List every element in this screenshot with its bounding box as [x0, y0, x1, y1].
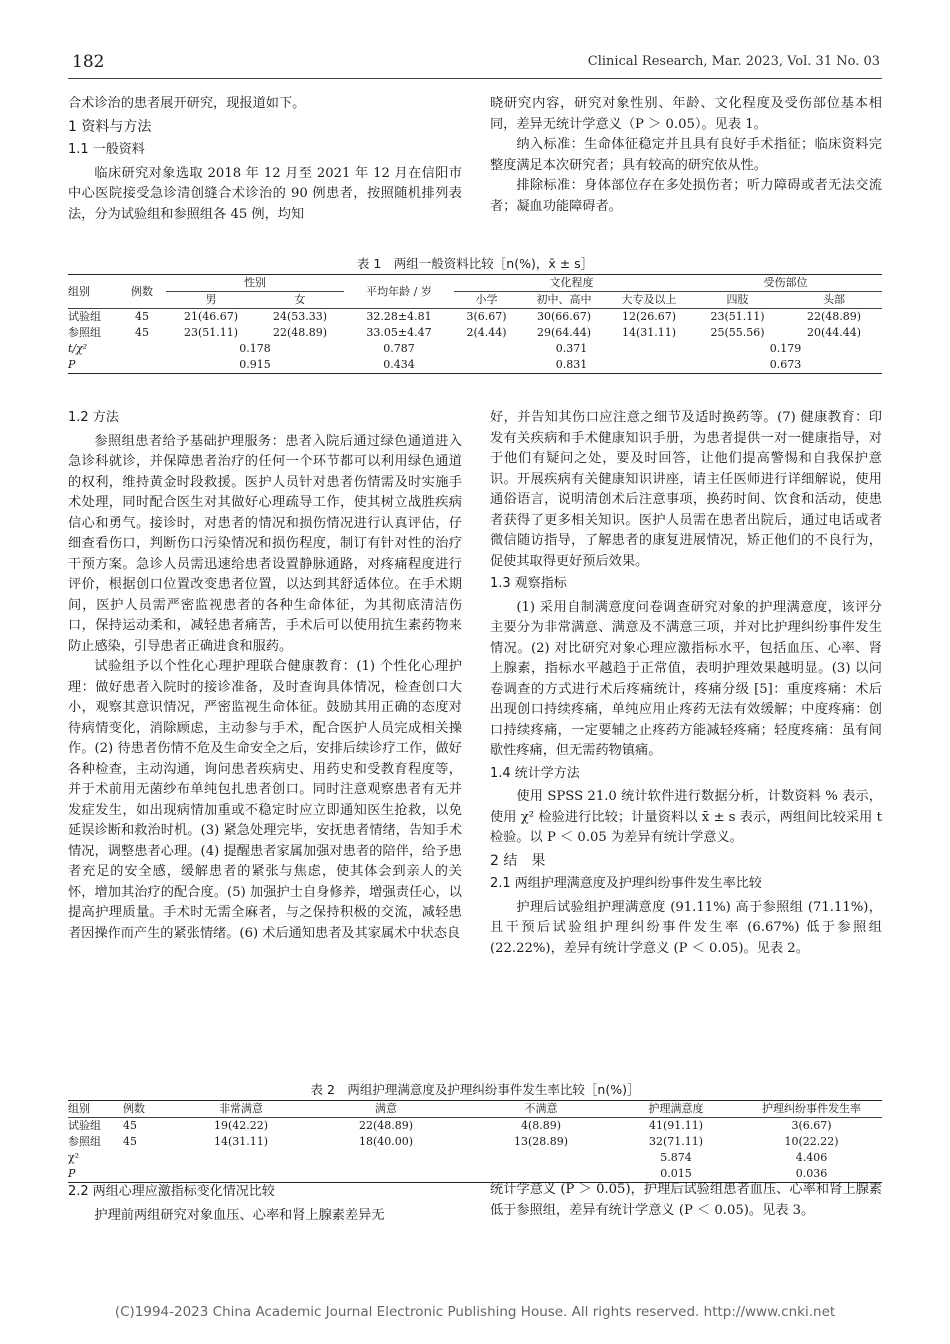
t1-header-sex: 性别: [166, 275, 344, 292]
t1-cell-age: 33.05±4.47: [366, 326, 432, 339]
t1-cell-female: 24(53.33): [272, 310, 328, 323]
table-row: [68, 309, 882, 326]
t1-cell-head: 20(44.44): [806, 326, 862, 339]
table-row: [68, 325, 882, 341]
journal-header: Clinical Research, Mar. 2023, Vol. 31 No. 03: [587, 54, 880, 69]
method-continued: 好，并告知其伤口应注意之细节及适时换药等。(7) 健康教育：印发有关疾病和手术健康知识手册，为患者提供一对一健康指导，对于他们有疑问之处，要及时回答，让他们提高警惕和自我保护意识。开展疾病有关健康知识讲座，请主任医师进行详细解说，使用通俗语言，说明清创术后注意事项，换药时间、饮食和活动，使患者获得了更多相关知识。医护人员需在患者出院后，通过电话或者微信随访指导，了解患者的康复进展情况，矫正他们的不良行为，促使其取得更好预后效果。: [490, 410, 882, 569]
t2-chi-label: χ²: [68, 1151, 80, 1164]
t1-header-college: 大专及以上: [621, 293, 677, 306]
table-1: [68, 274, 882, 374]
t1-header-head: 头部: [823, 293, 845, 306]
mid-right-column: [490, 408, 882, 959]
t2-header-satisfied: 满意: [375, 1102, 397, 1115]
t2-header-group: 组别: [68, 1102, 90, 1115]
t2-header-unsatisfied: 不满意: [524, 1102, 558, 1115]
section-2-2-title: 2.2 两组心理应激指标变化情况比较: [68, 1184, 275, 1199]
table-row: [68, 1134, 882, 1150]
t1-p-label: P: [68, 358, 76, 371]
section-1-1-paragraph: 临床研究对象选取 2018 年 12 月至 2021 年 12 月在信阳市中心医院接受急诊清创缝合术诊治的 90 例患者，按照随机排列表法，分为试验组和参照组各 45 例，均知: [68, 165, 462, 222]
t2-cell-very: 19(42.22): [213, 1119, 269, 1132]
section-1-2-title: 1.2 方法: [68, 410, 119, 425]
t1-header-group: 组别: [68, 284, 90, 298]
t2-p-rate: 0.015: [660, 1167, 692, 1180]
table-row: [68, 1118, 882, 1135]
t1-cell-limbs: 25(55.56): [710, 326, 765, 339]
t1-cell-group: 试验组: [68, 310, 101, 323]
t2-p-label: P: [68, 1167, 76, 1180]
t2-header-dispute-rate: 护理纠纷事件发生率: [762, 1102, 861, 1115]
t2-chi-rate: 5.874: [660, 1151, 692, 1164]
t1-cell-primary: 3(6.67): [466, 310, 507, 323]
table-2-caption: 表 2 两组护理满意度及护理纠纷事件发生率比较［n(%)］: [310, 1082, 640, 1097]
t1-cell-middle: 29(64.44): [536, 326, 592, 339]
t1-cell-n: 45: [135, 310, 149, 323]
t1-header-education: 文化程度: [454, 275, 689, 292]
top-right-column: [490, 94, 882, 217]
t1-header-limbs: 四肢: [726, 293, 749, 306]
t1-stat-age: 0.787: [383, 342, 415, 355]
t1-cell-male: 23(51.11): [183, 326, 239, 339]
mid-left-column: [68, 406, 462, 944]
t1-p-education: 0.831: [555, 358, 588, 371]
table-row: [68, 357, 882, 374]
table-2: [68, 1100, 882, 1183]
t2-chi-dispute: 4.406: [795, 1151, 828, 1164]
t2-cell-unsat: 4(8.89): [520, 1119, 562, 1132]
control-group-method: 参照组患者给予基础护理服务：患者入院后通过绿色通道进入急诊科就诊，并保障患者治疗的任何一个环节都可以利用绿色通道的权利，维持黄金时段救援。医护人员针对患者伤情需及时实施手术处理，同时配合医生对其做好心理疏导工作，使其树立战胜疾病信心和勇气。接诊时，对患者的情况和损伤情况进行认真评估，仔细查看伤口，判断伤口污染情况和损伤程度，制订有针对性的治疗干预方案。急诊人员需迅速给患者设置静脉通路，对疼痛程度进行评价，根据创口位置改变患者位置，以达到其舒适体位。在手术期间，医护人员需严密监视患者的各种生命体征，为其彻底清洁伤口，保持运动柔和，减轻患者痛苦，手术后可以使用抗生素药物来防止感染，引导患者正确进食和服药。: [68, 433, 462, 654]
t2-cell-n: 45: [123, 1119, 137, 1132]
t1-cell-college: 14(31.11): [621, 326, 677, 339]
t2-cell-n: 45: [123, 1135, 137, 1148]
t1-header-injury: 受伤部位: [689, 275, 882, 292]
section-2-title: 2 结 果: [490, 852, 546, 869]
t2-cell-sat: 22(48.89): [358, 1119, 414, 1132]
t1-p-sex: 0.915: [239, 358, 271, 371]
t1-cell-primary: 2(4.44): [466, 326, 507, 339]
copyright-footer: (C)1994-2023 China Academic Journal Electronic Publishing House. All rights reserved. http://www.cnki.net: [114, 1304, 836, 1320]
t1-cell-male: 21(46.67): [183, 310, 239, 323]
continued-paragraph: 晓研究内容，研究对象性别、年龄、文化程度及受伤部位基本相同，差异无统计学意义（P ＞ 0.05）。见表 1。: [490, 96, 882, 132]
t2-cell-unsat: 13(28.89): [513, 1135, 569, 1148]
bottom-left-column: [68, 1180, 462, 1226]
t1-header-middle: 初中、高中: [536, 293, 592, 306]
t2-cell-sat: 18(40.00): [358, 1135, 414, 1148]
t1-stat-injury: 0.179: [769, 342, 802, 355]
t2-cell-group: 试验组: [68, 1119, 101, 1132]
t1-stat-sex: 0.178: [239, 342, 271, 355]
t1-header-age: 平均年龄 / 岁: [366, 284, 432, 298]
section-2-1-title: 2.1 两组护理满意度及护理纠纷事件发生率比较: [490, 876, 762, 891]
section-1-4-title: 1.4 统计学方法: [490, 765, 580, 781]
t1-cell-female: 22(48.89): [272, 326, 328, 339]
t1-header-female: 女: [294, 293, 306, 306]
t1-cell-limbs: 23(51.11): [710, 310, 765, 323]
t1-p-age: 0.434: [383, 358, 415, 371]
t1-stat-education: 0.371: [555, 342, 588, 355]
t2-cell-very: 14(31.11): [213, 1135, 269, 1148]
t1-header-n: 例数: [131, 284, 153, 298]
trial-group-method: 试验组予以个性化心理护理联合健康教育：(1) 个性化心理护理：做好患者入院时的接诊准备，及时查询具体情况，检查创口大小，观察其意识情况，严密监视生命体征。鼓励其用正确的态度对待病情变化，消除顾虑，主动参与手术，配合医护人员完成相关操作。(2) 待患者伤情不危及生命安全之后，安排后续诊疗工作，做好各种检查，主动沟通，询问患者疾病史、用药史和受教育程度等，并于术前用无菌纱布单纯包扎患者创口。同时注意观察患者有无并发症发生，如出现病情加重或不稳定时应立即通知医生抢救，以免延误诊断和救治时机。(3) 紧急处理完毕，安抚患者情绪，告知手术情况，调整患者心理。(4) 提醒患者家属加强对患者的陪伴，给予患者充足的安全感，缓解患者的紧张与焦虑，使其体会到亲人的关怀，增加其治疗的配合度。(5) 加强护士自身修养，增强责任心，以提高护理质量。手术时无需全麻者，与之保持积极的交流，减轻患者因操作而产生的紧张情绪。(6) 术后通知患者及其家属术中状态良: [68, 659, 462, 941]
t2-cell-group: 参照组: [68, 1135, 101, 1148]
t1-p-injury: 0.673: [769, 358, 802, 371]
t2-header-n: 例数: [123, 1102, 145, 1115]
intro-text: 合术诊治的患者展开研究，现报道如下。: [68, 96, 306, 111]
bottom-right-column: [490, 1180, 882, 1221]
t2-cell-dispute: 10(22.22): [784, 1135, 839, 1148]
t2-cell-rate: 32(71.11): [648, 1135, 704, 1148]
results-paragraph: 护理后试验组护理满意度 (91.11%) 高于参照组 (71.11%)，且干预后试验组护理纠纷事件发生率 (6.67%) 低于参照组 (22.22%)，差异有统计学意义 (P ＜ 0.05)。见表 2。: [490, 899, 882, 956]
inclusion-criteria: 纳入标准：生命体征稳定并且具有良好手术指征；临床资料完整度满足本次研究者；具有较高的研究依从性。: [490, 137, 882, 173]
exclusion-criteria: 排除标准：身体部位存在多处损伤者；听力障碍或者无法交流者；凝血功能障碍者。: [490, 178, 882, 214]
t2-p-dispute: 0.036: [795, 1167, 828, 1180]
t1-cell-college: 12(26.67): [621, 310, 677, 323]
t1-cell-age: 32.28±4.81: [366, 310, 432, 323]
t2-header-satisfaction-rate: 护理满意度: [648, 1102, 704, 1115]
t1-cell-middle: 30(66.67): [536, 310, 592, 323]
top-left-column: [68, 94, 462, 225]
t2-header-very-satisfied: 非常满意: [219, 1102, 263, 1115]
t1-cell-n: 45: [135, 326, 149, 339]
header-rule: [68, 78, 882, 79]
t2-cell-dispute: 3(6.67): [791, 1119, 832, 1132]
table-row: [68, 1150, 882, 1166]
page-number: 182: [72, 52, 105, 72]
table-row: [68, 341, 882, 357]
t1-header-primary: 小学: [475, 293, 498, 306]
t1-header-male: 男: [205, 293, 217, 306]
table-1-caption: 表 1 两组一般资料比较［n(%)，x̄ ± s］: [356, 256, 594, 271]
section-1-3-title: 1.3 观察指标: [490, 576, 567, 591]
statistical-methods: 使用 SPSS 21.0 统计软件进行数据分析，计数资料 % 表示，使用 χ² 检验进行比较；计量资料以 x̄ ± s 表示，两组间比较采用 t 检验。以 P ＜ 0.05 为差异有统计学意义。: [490, 789, 882, 845]
t1-cell-head: 22(48.89): [806, 310, 862, 323]
section-1-title: 1 资料与方法: [68, 118, 152, 135]
section-1-1-title: 1.1 一般资料: [68, 142, 145, 157]
t1-stat-label: t/χ²: [68, 342, 88, 355]
observation-indicators: (1) 采用自制满意度问卷调查研究对象的护理满意度，该评分主要分为非常满意、满意及不满意三项，并对比护理纠纷事件发生情况。(2) 对比研究对象心理应激指标水平，包括血压、心率、肾上腺素，指标水平越趋于正常值，表明护理效果越明显。(3) 以问卷调查的方式进行术后疼痛统计，疼痛分级 [5]：重度疼痛：术后出现创口持续疼痛，单纯应用止疼药无法有效缓解；中度疼痛：创口持续疼痛，一定要辅之止疼药方能减轻疼痛；轻度疼痛：虽有间歇性疼痛，但无需药物镇痛。: [490, 599, 882, 758]
t1-cell-group: 参照组: [68, 326, 101, 339]
section-2-2-continued: 统计学意义 (P ＞ 0.05)，护理后试验组患者血压、心率和肾上腺素低于参照组，差异有统计学意义 (P ＜ 0.05)。见表 3。: [490, 1182, 882, 1218]
t2-cell-rate: 41(91.11): [648, 1119, 704, 1132]
section-2-2-paragraph: 护理前两组研究对象血压、心率和肾上腺素差异无: [94, 1207, 385, 1223]
